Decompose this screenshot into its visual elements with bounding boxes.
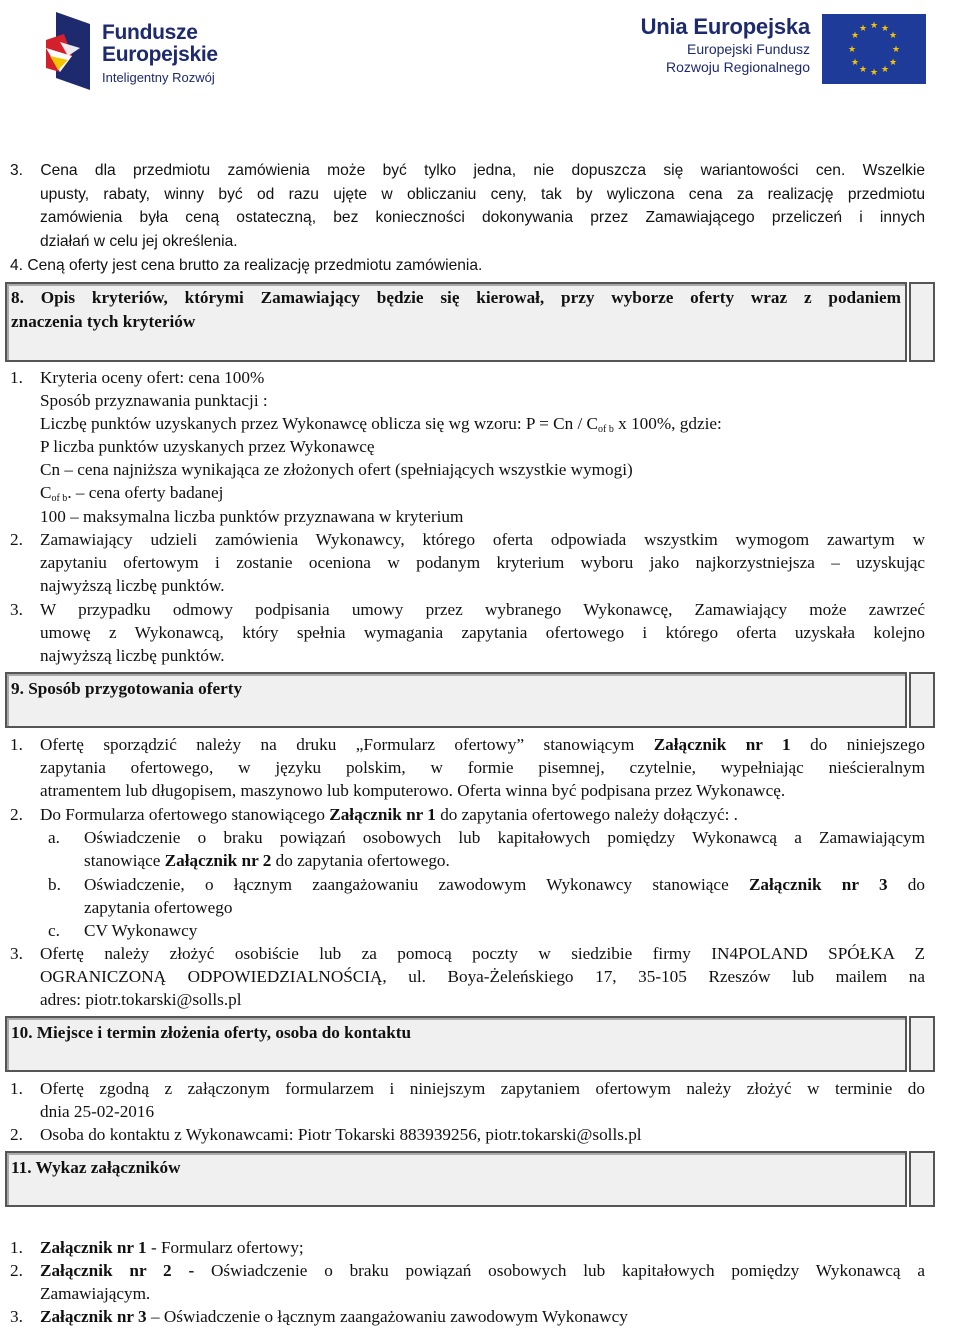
list-item [40, 1238, 304, 1258]
fe-logo-line3: Inteligentny Rozwój [102, 70, 215, 85]
list-number: 1. [10, 1079, 23, 1098]
svg-text:★: ★ [858, 65, 868, 75]
text-run: Oświadczenie, o łącznym zaangażowaniu zawodowym Wykonawcy stanowiące [84, 875, 749, 894]
text-line: zapytania ofertowego [84, 898, 233, 917]
text-run: – Oświadczenie o łącznym zaangażowaniu zawodowym Wykonawcy [146, 1307, 628, 1326]
list-number: 1. [10, 368, 23, 387]
eu-flag-icon [822, 14, 926, 84]
text-line: CV Wykonawcy [84, 921, 198, 940]
text-line: umowę z Wykonawcą, który spełnia wymagania zapytania ofertowego i którego oferta uzyskała kolejno [40, 623, 925, 642]
formula-text: Liczbę punktów uzyskanych przez Wykonawcę oblicza się wg wzoru: P = Cn / C [40, 414, 599, 433]
ue-logo-line3: Rozwoju Regionalnego [666, 59, 810, 75]
text-line: 4. Ceną oferty jest cena brutto za realizację przedmiotu zamówienia. [10, 257, 483, 274]
text-line: P liczba punktów uzyskanych przez Wykonawcę [40, 437, 375, 456]
attachment-ref: Załącznik nr 1 [653, 735, 791, 754]
svg-text:★: ★ [880, 65, 890, 75]
text-run: Ofertę sporządzić należy na druku „Formularz ofertowy” stanowiącym [40, 735, 654, 754]
text-line [40, 805, 738, 825]
text-line: zamówienia była ceną ostateczną, bez konieczności dokonywania przez Zamawiającego przeliczeń i innych [40, 209, 925, 226]
list-number: 2. [10, 1261, 23, 1280]
unia-europejska-logo [632, 14, 932, 84]
text-run: - Formularz ofertowy; [146, 1238, 304, 1257]
section-11-heading: 11. Wykaz załączników [11, 1158, 181, 1177]
formula-text-end: . – cena oferty badanej [67, 483, 224, 502]
text-line: adres: piotr.tokarski@solls.pl [40, 990, 242, 1009]
list-number: 3. [10, 944, 23, 963]
text-run: do niniejszego [790, 735, 925, 754]
text-line: 100 – maksymalna liczba punktów przyznawana w kryterium [40, 507, 464, 526]
formula-subscript: of b [598, 424, 614, 435]
ue-logo-line1: Unia Europejska [640, 14, 810, 39]
text-line [40, 735, 925, 755]
formula-line [40, 483, 223, 504]
list-number: 2. [10, 530, 23, 549]
sublist-letter: b. [48, 875, 61, 894]
ue-logo-line2: Europejski Fundusz [687, 41, 810, 57]
attachment-ref: Załącznik nr 1 [329, 805, 436, 824]
text-line: najwyższą liczbę punktów. [40, 646, 225, 665]
text-line: W przypadku odmowy podpisania umowy przez wybranego Wykonawcę, Zamawiający może zawrzeć [40, 600, 925, 619]
list-number: 1. [10, 1238, 23, 1257]
text-line: Ofertę zgodną z załączonym formularzem i niniejszym zapytaniem ofertowym należy złożyć w terminie do [40, 1079, 925, 1098]
text-run: Do Formularza ofertowego stanowiącego [40, 805, 330, 824]
svg-text:★: ★ [850, 58, 860, 68]
text-line: dnia 25-02-2016 [40, 1102, 155, 1121]
text-line: atramentem lub długopisem, maszynowo lub komputerowo. Oferta winna być podpisana przez Wykonawcę. [40, 781, 786, 800]
text-line: Zamawiającym. [40, 1284, 151, 1303]
text-line: OGRANICZONĄ ODPOWIEDZIALNOŚCIĄ, ul. Boya-Żeleńskiego 17, 35-105 Rzeszów lub mailem na [40, 967, 925, 986]
text-line: najwyższą liczbę punktów. [40, 576, 225, 595]
list-item [40, 1307, 628, 1327]
section-8-heading-line1: 8. Opis kryteriów, którymi Zamawiający będzie się kierował, przy wyborze oferty wraz z podaniem [11, 288, 901, 307]
svg-text:★: ★ [847, 45, 857, 55]
svg-text:★: ★ [888, 58, 898, 68]
formula-subscript: of b [51, 493, 68, 504]
svg-text:★: ★ [888, 31, 898, 41]
sublist-letter: c. [48, 921, 60, 940]
formula-line [40, 414, 722, 435]
list-number: 3. [10, 1307, 23, 1326]
fundusze-europejskie-logo [46, 10, 246, 92]
attachment-ref: Załącznik nr 2 - [40, 1261, 195, 1280]
text-run: do zapytania ofertowego należy dołączyć: . [435, 805, 738, 824]
fe-logo-line1: Fundusze [102, 21, 198, 44]
section-10-heading: 10. Miejsce i termin złożenia oferty, osoba do kontaktu [11, 1023, 412, 1042]
text-line: 3. Cena dla przedmiotu zamówienia może być tylko jedna, nie dopuszcza się wariantowości cen. Wszelkie [10, 162, 925, 179]
text-line: Ofertę należy złożyć osobiście lub za pomocą poczty w siedzibie firmy IN4POLAND SPÓŁKA Z [40, 944, 925, 963]
attachment-ref: Załącznik nr 1 [40, 1238, 147, 1257]
list-number: 2. [10, 1125, 23, 1144]
text-line: Cn – cena najniższa wynikająca ze złożonych ofert (spełniających wszystkie wymogi) [40, 460, 633, 479]
text-line: upusty, rabaty, winny być od razu ujęte w obliczaniu ceny, tak by wyliczona cena za realizację przedmiotu [40, 186, 925, 203]
svg-text:★: ★ [850, 31, 860, 41]
list-number: 3. [10, 600, 23, 619]
text-line: działań w celu jej określenia. [40, 233, 238, 250]
svg-text:★: ★ [891, 45, 901, 55]
formula-text-end: x 100%, gdzie: [613, 414, 722, 433]
text-line: Osoba do kontaktu z Wykonawcami: Piotr Tokarski 883939256, piotr.tokarski@solls.pl [40, 1125, 642, 1144]
heading-box-side [909, 1151, 935, 1207]
text-line: Zamawiający udzieli zamówienia Wykonawcy, którego oferta odpowiada wszystkim wymogom zawartym w [40, 530, 925, 549]
text-run: stanowiące [84, 851, 165, 870]
text-run: Oświadczenie o braku powiązań osobowych lub kapitałowych pomiędzy Wykonawcą a [194, 1261, 925, 1280]
fe-logo-line2: Europejskie [102, 43, 218, 66]
text-run: do [887, 875, 925, 894]
svg-text:★: ★ [880, 24, 890, 34]
text-line: zapytania ofertowego, w języku polskim, w formie pisemnej, czytelnie, wypełniając nieścieralnym [40, 758, 925, 777]
fe-logo-text [102, 22, 218, 87]
section-9-heading: 9. Sposób przygotowania oferty [11, 679, 243, 698]
section-8-heading-line2: znaczenia tych kryteriów [11, 312, 196, 331]
svg-text:★: ★ [869, 21, 879, 31]
text-line [84, 875, 925, 895]
fe-star-mark-icon [46, 12, 90, 90]
text-line: Kryteria oceny ofert: cena 100% [40, 368, 265, 387]
ue-logo-text [632, 14, 810, 76]
list-number: 2. [10, 805, 23, 824]
formula-text: C [40, 483, 52, 502]
attachment-ref: Załącznik nr 2 [164, 851, 272, 870]
heading-box-side [909, 1016, 935, 1072]
svg-text:★: ★ [858, 24, 868, 34]
text-run: do zapytania ofertowego. [271, 851, 450, 870]
text-line: Sposób przyznawania punktacji : [40, 391, 268, 410]
list-number: 1. [10, 735, 23, 754]
svg-text:★: ★ [869, 68, 879, 78]
list-item [40, 1261, 925, 1281]
heading-box-side [909, 672, 935, 728]
text-line: zapytaniu ofertowym i zostanie oceniona w podanym kryterium wyboru jako najkorzystniejsza – uzyskując [40, 553, 925, 572]
attachment-ref: Załącznik nr 3 [748, 875, 888, 894]
sublist-letter: a. [48, 828, 60, 847]
text-line: Oświadczenie o braku powiązań osobowych lub kapitałowych pomiędzy Wykonawcą a Zamawiającym [84, 828, 925, 847]
heading-box-side [909, 282, 935, 362]
text-line [84, 851, 450, 871]
attachment-ref: Załącznik nr 3 [40, 1307, 147, 1326]
